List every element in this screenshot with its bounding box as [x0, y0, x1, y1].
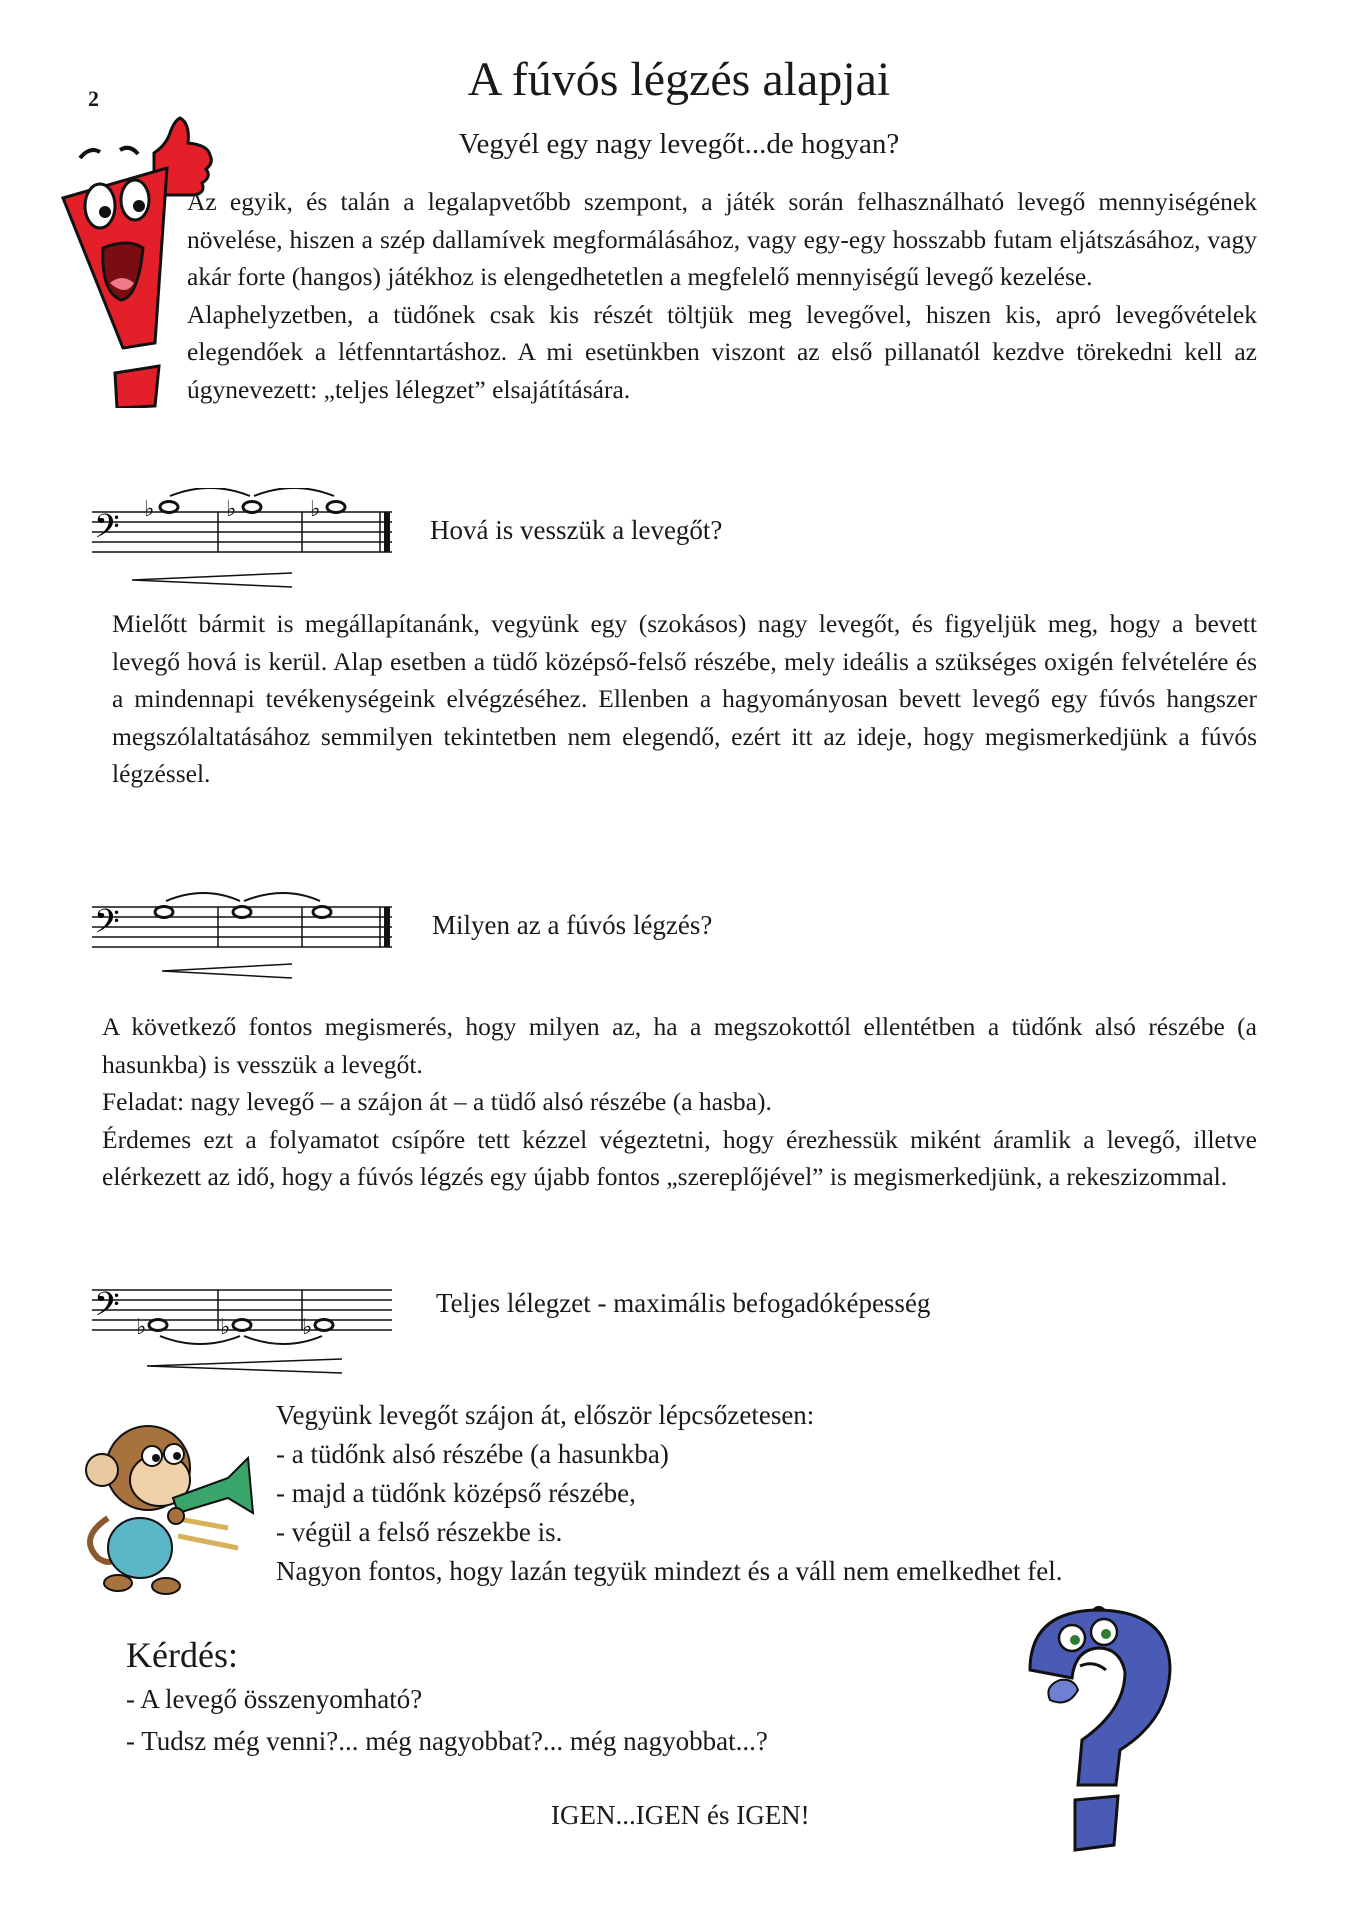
question-mascot-icon	[1020, 1600, 1190, 1860]
svg-text:♭: ♭	[136, 1315, 147, 1340]
svg-text:♭: ♭	[144, 497, 155, 522]
list-item: Vegyünk levegőt szájon át, először lépcsőzetesen:	[276, 1400, 815, 1430]
section-2-heading: Milyen az a fúvós légzés?	[432, 910, 713, 940]
question-line: - Tudsz még venni?... még nagyobbat?... még nagyobbat...?	[126, 1726, 768, 1756]
intro-paragraph: Alaphelyzetben, a tüdőnek csak kis részét töltjük meg levegővel, hiszen kis, apró levegővételek elegendőek a létfenntartáshoz. A mi esetünkben viszont az első pillanatól kezdve törekedni kell az úgynevezett: „teljes lélegzet” elsajátítására.	[187, 299, 1257, 404]
question-line: - A levegő összenyomható?	[126, 1684, 423, 1714]
music-staff-3	[92, 1280, 412, 1390]
intro-paragraph: Az egyik, és talán a legalapvetőbb szempont, a játék során felhasználható levegő mennyiségének növelése, hiszen a szép dallamívek megformálásához, vagy egy-egy hosszabb futam eljátszásához, vagy akár forte (hangos) játékhoz is elengedhetetlen a megfelelő mennyiségű levegő kezelése.	[187, 187, 1257, 291]
section-1-paragraph: Mielőtt bármit is megállapítanánk, vegyünk egy (szokásos) nagy levegőt, és figyeljük meg, hogy a bevett levegő hová is kerül. Alap esetben a tüdő középső-felső részébe, mely ideális a szükséges oxigén felvételére és a mindennapi tevékenységeink elvégzéséhez. Ellenben a hagyományosan bevett levegő egy fúvós hangszer megszólaltatásához semmilyen tekintetben nem elegendő, ezért itt az ideje, hogy megismerkedjünk a fúvós légzéssel.	[112, 609, 1257, 788]
intro-text	[187, 183, 1257, 408]
section-1-text	[112, 605, 1257, 793]
music-staff-1	[92, 488, 412, 598]
bass-clef-icon: 𝄢	[94, 1286, 120, 1332]
list-item: - majd a tüdőnk középső részébe,	[276, 1478, 636, 1508]
answer-text: IGEN...IGEN és IGEN!	[551, 1800, 810, 1830]
page-number: 2	[88, 86, 99, 111]
bass-clef-icon: 𝄢	[94, 508, 120, 554]
music-staff-2	[92, 883, 412, 983]
list-item: Nagyon fontos, hogy lazán tegyük mindezt és a váll nem emelkedhet fel.	[276, 1556, 1063, 1586]
section-2-paragraph: A következő fontos megismerés, hogy milyen az, ha a megszokottól ellentétben a tüdőnk alsó részébe (a hasunkba) is vesszük a levegőt.	[102, 1012, 1257, 1079]
svg-text:♭: ♭	[302, 1315, 313, 1340]
section-2-paragraph: Feladat: nagy levegő – a szájon át – a tüdő alsó részébe (a hasba).	[102, 1087, 772, 1116]
page-title: A fúvós légzés alapjai	[467, 53, 891, 106]
list-item: - a tüdőnk alsó részébe (a hasunkba)	[276, 1439, 669, 1469]
section-1-heading: Hová is vesszük a levegőt?	[430, 515, 723, 545]
question-list	[126, 1678, 768, 1762]
question-title: Kérdés:	[126, 1635, 238, 1675]
svg-text:♭: ♭	[226, 497, 237, 522]
bass-clef-icon: 𝄢	[94, 903, 120, 949]
section-2-paragraph: Érdemes ezt a folyamatot csípőre tett kézzel végeztetni, hogy érezhessük miként áramlik a levegő, illetve elérkezett az idő, hogy a fúvós légzés egy újabb fontos „szereplőjével” is megismerkedjünk, a rekeszizommal.	[102, 1124, 1257, 1191]
section-3-heading: Teljes lélegzet - maximális befogadóképesség	[436, 1288, 931, 1318]
svg-text:♭: ♭	[220, 1315, 231, 1340]
page-subtitle: Vegyél egy nagy levegőt...de hogyan?	[458, 128, 900, 160]
list-item: - végül a felső részekbe is.	[276, 1517, 563, 1547]
section-2-text	[102, 1008, 1257, 1196]
monkey-trombone-icon	[78, 1398, 258, 1598]
svg-text:♭: ♭	[310, 497, 321, 522]
section-3-list	[276, 1396, 1063, 1591]
